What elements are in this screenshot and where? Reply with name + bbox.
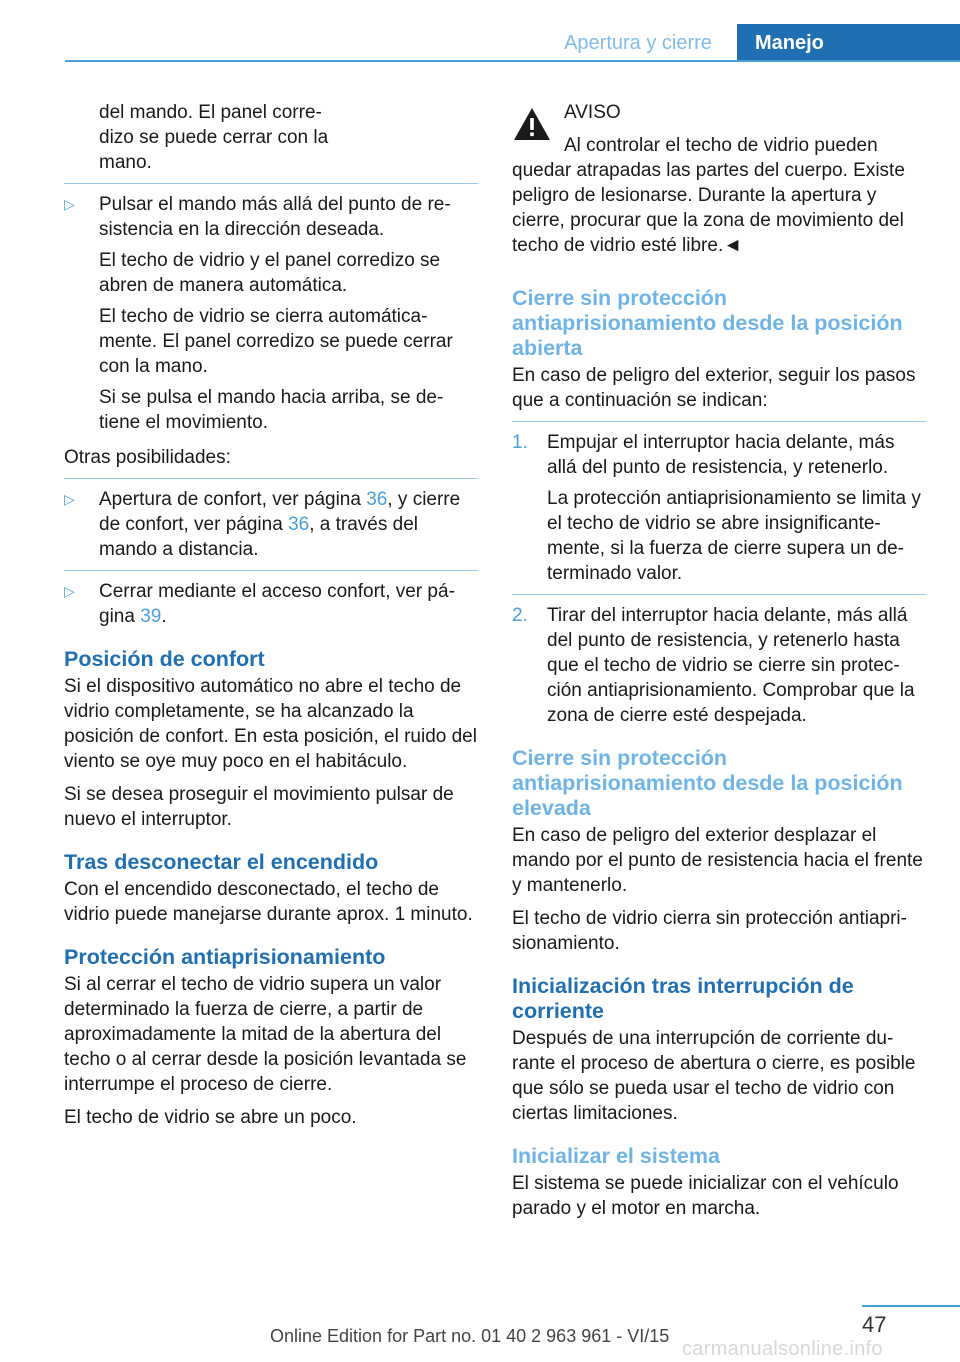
step-number: 2. — [512, 605, 528, 626]
edition-text: Online Edition for Part no. 01 40 2 963 961 - VI/15 — [270, 1326, 670, 1346]
item-text: Si se pulsa el mando hacia arriba, se detiene el movimiento. — [99, 387, 444, 433]
warning-text: Al controlar el techo de vidrio pueden — [564, 135, 878, 156]
paragraph: El techo de vidrio se abre un poco. — [64, 1107, 357, 1128]
triangle-bullet-icon: ▷ — [64, 491, 75, 507]
section-heading: Inicializar el sistema — [512, 1144, 720, 1168]
page-number: 47 — [862, 1312, 887, 1337]
page-link[interactable]: 39 — [140, 606, 162, 627]
paragraph: Si al cerrar el techo de vidrio supera un valor determinado la fuerza de cierre, a partir de aproximadamente la mitad de la abertura del techo o al cerrar desde la posición levantada se interrumpe el proceso de cierre. — [64, 974, 467, 1095]
paragraph: Si el dispositivo automático no abre el techo de vidrio completamente, se ha alcanzado la posición de confort. En esta posición, el ruido del viento se oye muy poco en el habitáculo. — [64, 676, 477, 772]
section-heading: Tras desconectar el encendido — [64, 850, 379, 874]
item-text: Cerrar mediante el acceso confort, ver página 39. — [99, 581, 455, 627]
triangle-bullet-icon: ▷ — [64, 196, 75, 212]
section-heading: Protección antiaprisionamiento — [64, 945, 386, 969]
list-item — [64, 570, 478, 629]
paragraph: El sistema se puede inicializar con el vehículo parado y el motor en marcha. — [512, 1173, 899, 1219]
paragraph: En caso de peligro del exterior desplazar el mando por el punto de resistencia hacia el frente y mantenerlo. — [512, 825, 923, 896]
item-text: El techo de vidrio se cierra automáticamente. El panel corredizo se puede cerrar con la mano. — [99, 306, 453, 377]
triangle-bullet-icon: ▷ — [64, 583, 75, 599]
paragraph: Con el encendido desconectado, el techo de vidrio puede manejarse durante aprox. 1 minuto. — [64, 879, 473, 925]
section-heading: Cierre sin protección antiaprisionamiento desde la posición elevada — [512, 746, 903, 820]
watermark: carmanualsonline.info — [682, 1338, 883, 1360]
item-text: Pulsar el mando más allá del punto de resistencia en la dirección deseada. — [99, 194, 451, 240]
header-chapter-tab: Manejo — [737, 24, 960, 62]
section-heading: Cierre sin protección antiaprisionamiento desde la posición abierta — [512, 286, 903, 360]
step-text: La protección antiaprisionamiento se limita y el techo de vidrio se abre insignificantemente, si la fuerza de cierre supera un determinado valor. — [547, 488, 921, 584]
footer-rule — [862, 1305, 960, 1307]
paragraph: Después de una interrupción de corriente durante el proceso de abertura o cierre, es posible que sólo se pueda usar el techo de vidrio con ciertas limitaciones. — [512, 1028, 916, 1124]
warning-text: quedar atrapadas las partes del cuerpo. Existe peligro de lesionarse. Durante la apertura y cierre, procurar que la zona de movimiento del techo de vidrio esté libre.◄ — [512, 160, 905, 256]
paragraph: Otras posibilidades: — [64, 447, 231, 468]
numbered-step — [512, 594, 926, 728]
step-number: 1. — [512, 432, 528, 453]
left-column — [64, 100, 478, 1138]
numbered-step — [512, 421, 926, 586]
right-column — [512, 100, 926, 1229]
warning-box — [512, 100, 926, 258]
page-link[interactable]: 36 — [288, 514, 310, 535]
list-item — [64, 183, 478, 435]
paragraph: Si se desea proseguir el movimiento pulsar de nuevo el interruptor. — [64, 784, 454, 830]
warning-icon — [512, 106, 552, 142]
page-link[interactable]: 36 — [366, 489, 388, 510]
item-text: Apertura de confort, ver página 36, y cierre de confort, ver página 36, a través del mando a distancia. — [99, 489, 461, 560]
warning-title: AVISO — [564, 102, 621, 123]
step-text: Tirar del interruptor hacia delante, más allá del punto de resistencia, y retenerlo hasta que el techo de vidrio se cierre sin protección antiaprisionamiento. Comprobar que la zona de cierre esté despejada. — [547, 605, 915, 726]
paragraph: En caso de peligro del exterior, seguir los pasos que a continuación se indican: — [512, 365, 916, 411]
header-section-title: Apertura y cierre — [564, 32, 712, 54]
item-text: El techo de vidrio y el panel corredizo se abren de manera automática. — [99, 250, 441, 296]
intro-continuation — [64, 100, 478, 175]
intro-line: mano. — [99, 152, 152, 173]
intro-line: del mando. El panel corre- — [99, 102, 322, 123]
intro-line: dizo se puede cerrar con la — [99, 127, 329, 148]
paragraph: El techo de vidrio cierra sin protección antiaprisionamiento. — [512, 908, 907, 954]
step-text: Empujar el interruptor hacia delante, más allá del punto de resistencia, y retenerlo. — [547, 432, 895, 478]
list-item — [64, 478, 478, 562]
section-heading: Inicialización tras interrupción de corriente — [512, 974, 854, 1023]
section-heading: Posición de confort — [64, 647, 265, 671]
header-rule — [65, 60, 960, 62]
